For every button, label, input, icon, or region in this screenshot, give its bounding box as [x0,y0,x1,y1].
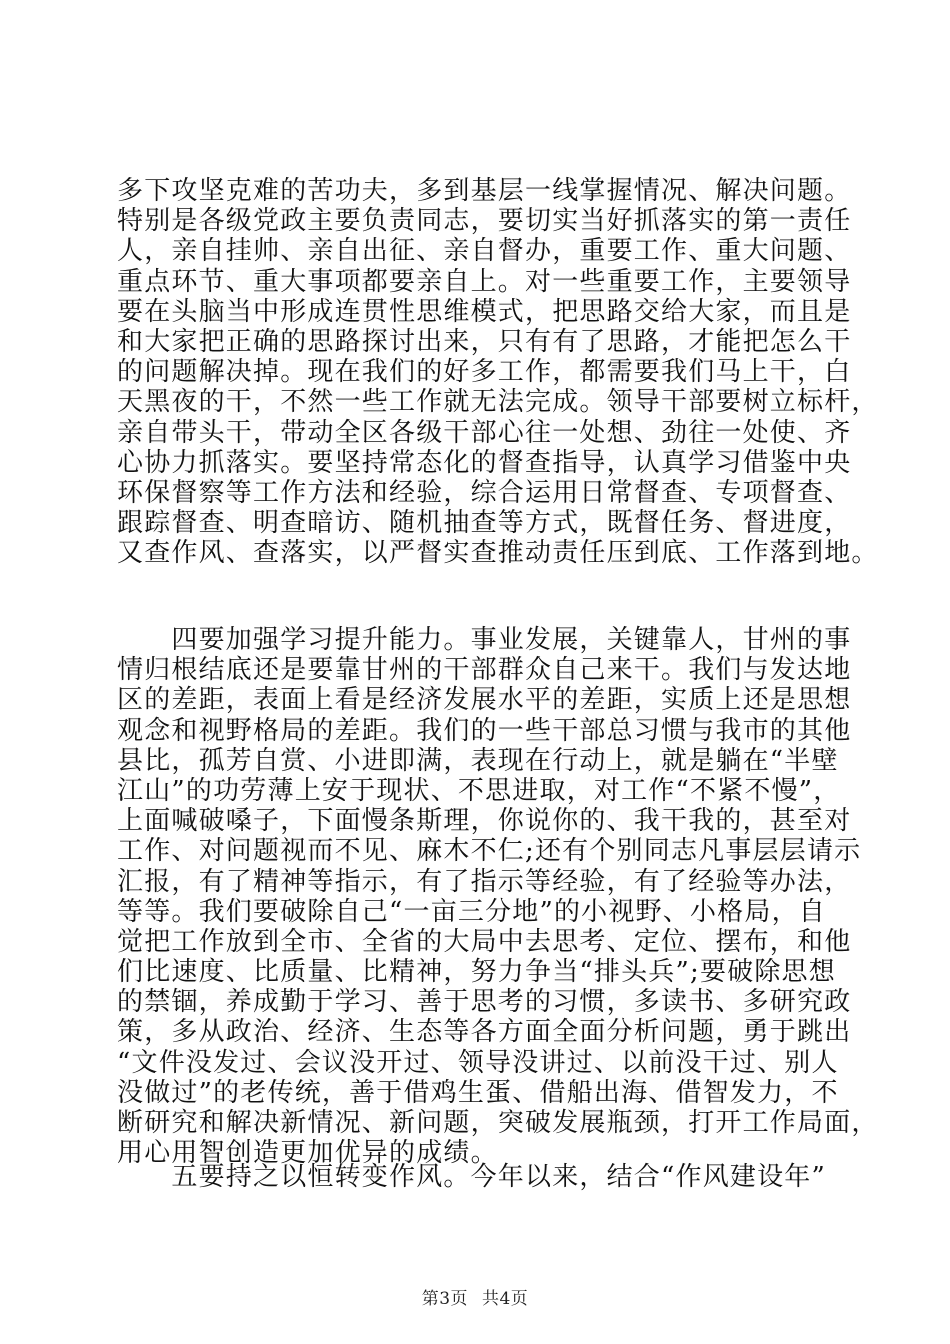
text-line: 情归根结底还是要靠甘州的干部群众自己来干。我们与发达地 [117,655,852,686]
text-line: 汇报，有了精神等指示，有了指示等经验，有了经验等办法， [117,866,852,897]
text-line: 重点环节、重大事项都要亲自上。对一些重要工作，主要领导 [117,266,852,297]
text-line: 环保督察等工作方法和经验，综合运用日常督查、专项督查、 [117,477,852,508]
text-line: 跟踪督查、明查暗访、随机抽查等方式，既督任务、督进度， [117,508,852,539]
text-line: 们比速度、比质量、比精神，努力争当“排头兵”;要破除思想 [117,957,836,988]
text-line: 县比，孤芳自赏、小进即满，表现在行动上，就是躺在“半壁 [117,745,839,776]
text-line: 五要持之以恒转变作风。今年以来，结合“作风建设年” [117,1162,826,1192]
text-line: 要在头脑当中形成连贯性思维模式，把思路交给大家，而且是 [117,296,852,327]
text-line: 亲自带头干，带动全区各级干部心往一处想、劲往一处使、齐 [117,417,852,448]
text-line: 断研究和解决新情况、新问题，突破发展瓶颈，打开工作局面， [117,1108,879,1138]
text-line: 上面喊破嗓子，下面慢条斯理，你说你的、我干我的，甚至对 [117,806,852,837]
text-line: 和大家把正确的思路探讨出来，只有有了思路，才能把怎么干 [117,326,852,357]
text-line: 的问题解决掉。现在我们的好多工作，都需要我们马上干，白 [117,357,852,388]
text-line: 又查作风、查落实，以严督实查推动责任压到底、工作落到地。 [117,538,879,569]
text-line: 策，多从政治、经济、生态等各方面全面分析问题，勇于跳出 [117,1017,852,1048]
page-total: 共4页 [481,1289,529,1309]
paragraph-2 [117,625,879,1169]
text-line: 心协力抓落实。要坚持常态化的督查指导，认真学习借鉴中央 [117,447,852,478]
text-line: 人，亲自挂帅、亲自出征、亲自督办，重要工作、重大问题、 [117,236,852,267]
paragraph-1 [117,176,879,569]
text-line: 用心用智创造更加优异的成绩。 [117,1138,498,1169]
paragraph-3 [117,1162,837,1192]
text-line: 区的差距，表面上看是经济发展水平的差距，实质上还是思想 [117,685,852,716]
text-line: 觉把工作放到全市、全省的大局中去思考、定位、摆布，和他 [117,926,852,957]
text-line: 等等。我们要破除自己“一亩三分地”的小视野、小格局，自 [117,896,826,927]
page-number: 第3页 [421,1289,469,1309]
text-line: 天黑夜的干，不然一些工作就无法完成。领导干部要树立标杆， [117,387,879,418]
text-line: “文件没发过、会议没开过、领导没讲过、以前没干过、别人 [117,1047,839,1078]
text-line: 特别是各级党政主要负责同志，要切实当好抓落实的第一责任 [117,206,852,237]
text-line: 没做过”的老传统，善于借鸡生蛋、借船出海、借智发力，不 [117,1077,839,1108]
text-line: 江山”的功劳薄上安于现状、不思进取，对工作“不紧不慢”， [117,775,841,806]
page-footer [0,1284,950,1309]
text-line: 多下攻坚克难的苦功夫，多到基层一线掌握情况、解决问题。 [117,176,852,206]
text-line: 观念和视野格局的差距。我们的一些干部总习惯与我市的其他 [117,715,852,746]
text-line: 工作、对问题视而不见、麻木不仁;还有个别同志凡事层层请示 [117,836,862,867]
text-line: 的禁锢，养成勤于学习、善于思考的习惯，多读书、多研究政 [117,987,852,1018]
text-line: 四要加强学习提升能力。事业发展，关键靠人，甘州的事 [117,625,852,655]
